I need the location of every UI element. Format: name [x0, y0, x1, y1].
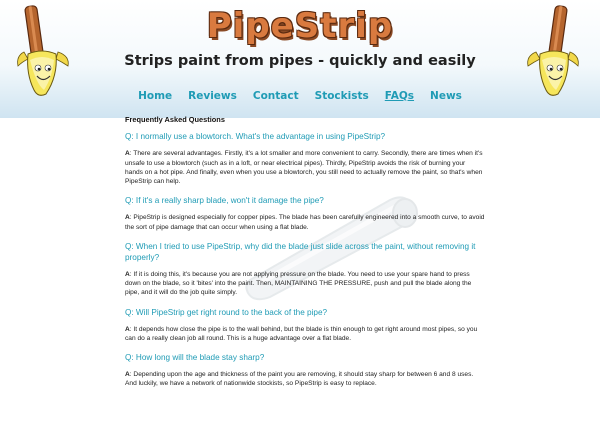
faq-content	[125, 115, 485, 398]
faq-question[interactable]: Q: How long will the blade stay sharp?	[125, 353, 265, 363]
main-nav	[0, 90, 600, 102]
faq-answer	[125, 149, 485, 186]
nav-contact[interactable]: Contact	[252, 90, 299, 102]
faq-answer	[125, 370, 485, 388]
answer-text: : It depends how close the pipe is to the wall behind, but the blade is thin enough to get right around most pipes, so you can do a really clean job all round. This is a huge advantage over a flat blade.	[125, 325, 478, 342]
faq-question[interactable]: Q: Will PipeStrip get right round to the back of the pipe?	[125, 307, 328, 317]
answer-label: A	[125, 214, 130, 222]
answer-label: A	[125, 270, 130, 278]
faq-answer	[125, 270, 485, 298]
faq-answer	[125, 325, 485, 343]
answer-text: : There are several advantages. Firstly, it's a lot smaller and more convenient to carry. Secondly, there are times when it's unsafe to use a blowtorch (such as in a loft, or near electrical pipes). Thirdly, PipeStrip avoids the risk of burning your hands on a hot pipe. And finally, even when you use a blowtorch, you still need to actually remove the paint, so that's when PipeStrip can help.	[125, 150, 483, 186]
header	[0, 0, 600, 118]
answer-text: : PipeStrip is designed especially for copper pipes. The blade has been carefully engineered into a smooth curve, to avoid the sort of pipe damage that can occur when using a flat blade.	[125, 214, 485, 231]
faq-question[interactable]: Q: I normally use a blowtorch. What's the advantage in using PipeStrip?	[125, 132, 386, 142]
site-logo[interactable]: PipeStrip	[206, 6, 394, 46]
answer-label: A	[125, 371, 130, 379]
faq-question[interactable]: Q: When I tried to use PipeStrip, why did the blade just slide across the paint, without removing it properly?	[125, 241, 476, 262]
answer-label: A	[125, 325, 130, 333]
faq-answer	[125, 213, 485, 231]
tagline: Strips paint from pipes - quickly and easily	[124, 53, 476, 69]
nav-news[interactable]: News	[430, 90, 462, 102]
faq-question[interactable]: Q: If it's a really sharp blade, won't it damage the pipe?	[125, 196, 324, 206]
nav-faqs[interactable]: FAQs	[384, 90, 415, 102]
answer-text: : If it is doing this, it's because you are not applying pressure on the blade. You need to use your spare hand to press down on the blade, so it 'bites' into the paint. Then, MAINTAINING THE PRESSURE, push and pull the blade along the pipe, and it will do the job quite simply.	[125, 270, 472, 297]
answer-label: A	[125, 150, 130, 158]
page-title: Frequently Asked Questions	[125, 115, 225, 124]
answer-text: : Depending upon the age and thickness of the paint you are removing, it should stay sharp for between 6 and 8 uses. And luckily, we have a network of nationwide stockists, so PipeStrip is easy to replace.	[125, 371, 474, 388]
nav-home[interactable]: Home	[138, 90, 173, 102]
nav-reviews[interactable]: Reviews	[188, 90, 237, 102]
banana-mascot-icon	[522, 4, 584, 100]
nav-stockists[interactable]: Stockists	[314, 90, 369, 102]
